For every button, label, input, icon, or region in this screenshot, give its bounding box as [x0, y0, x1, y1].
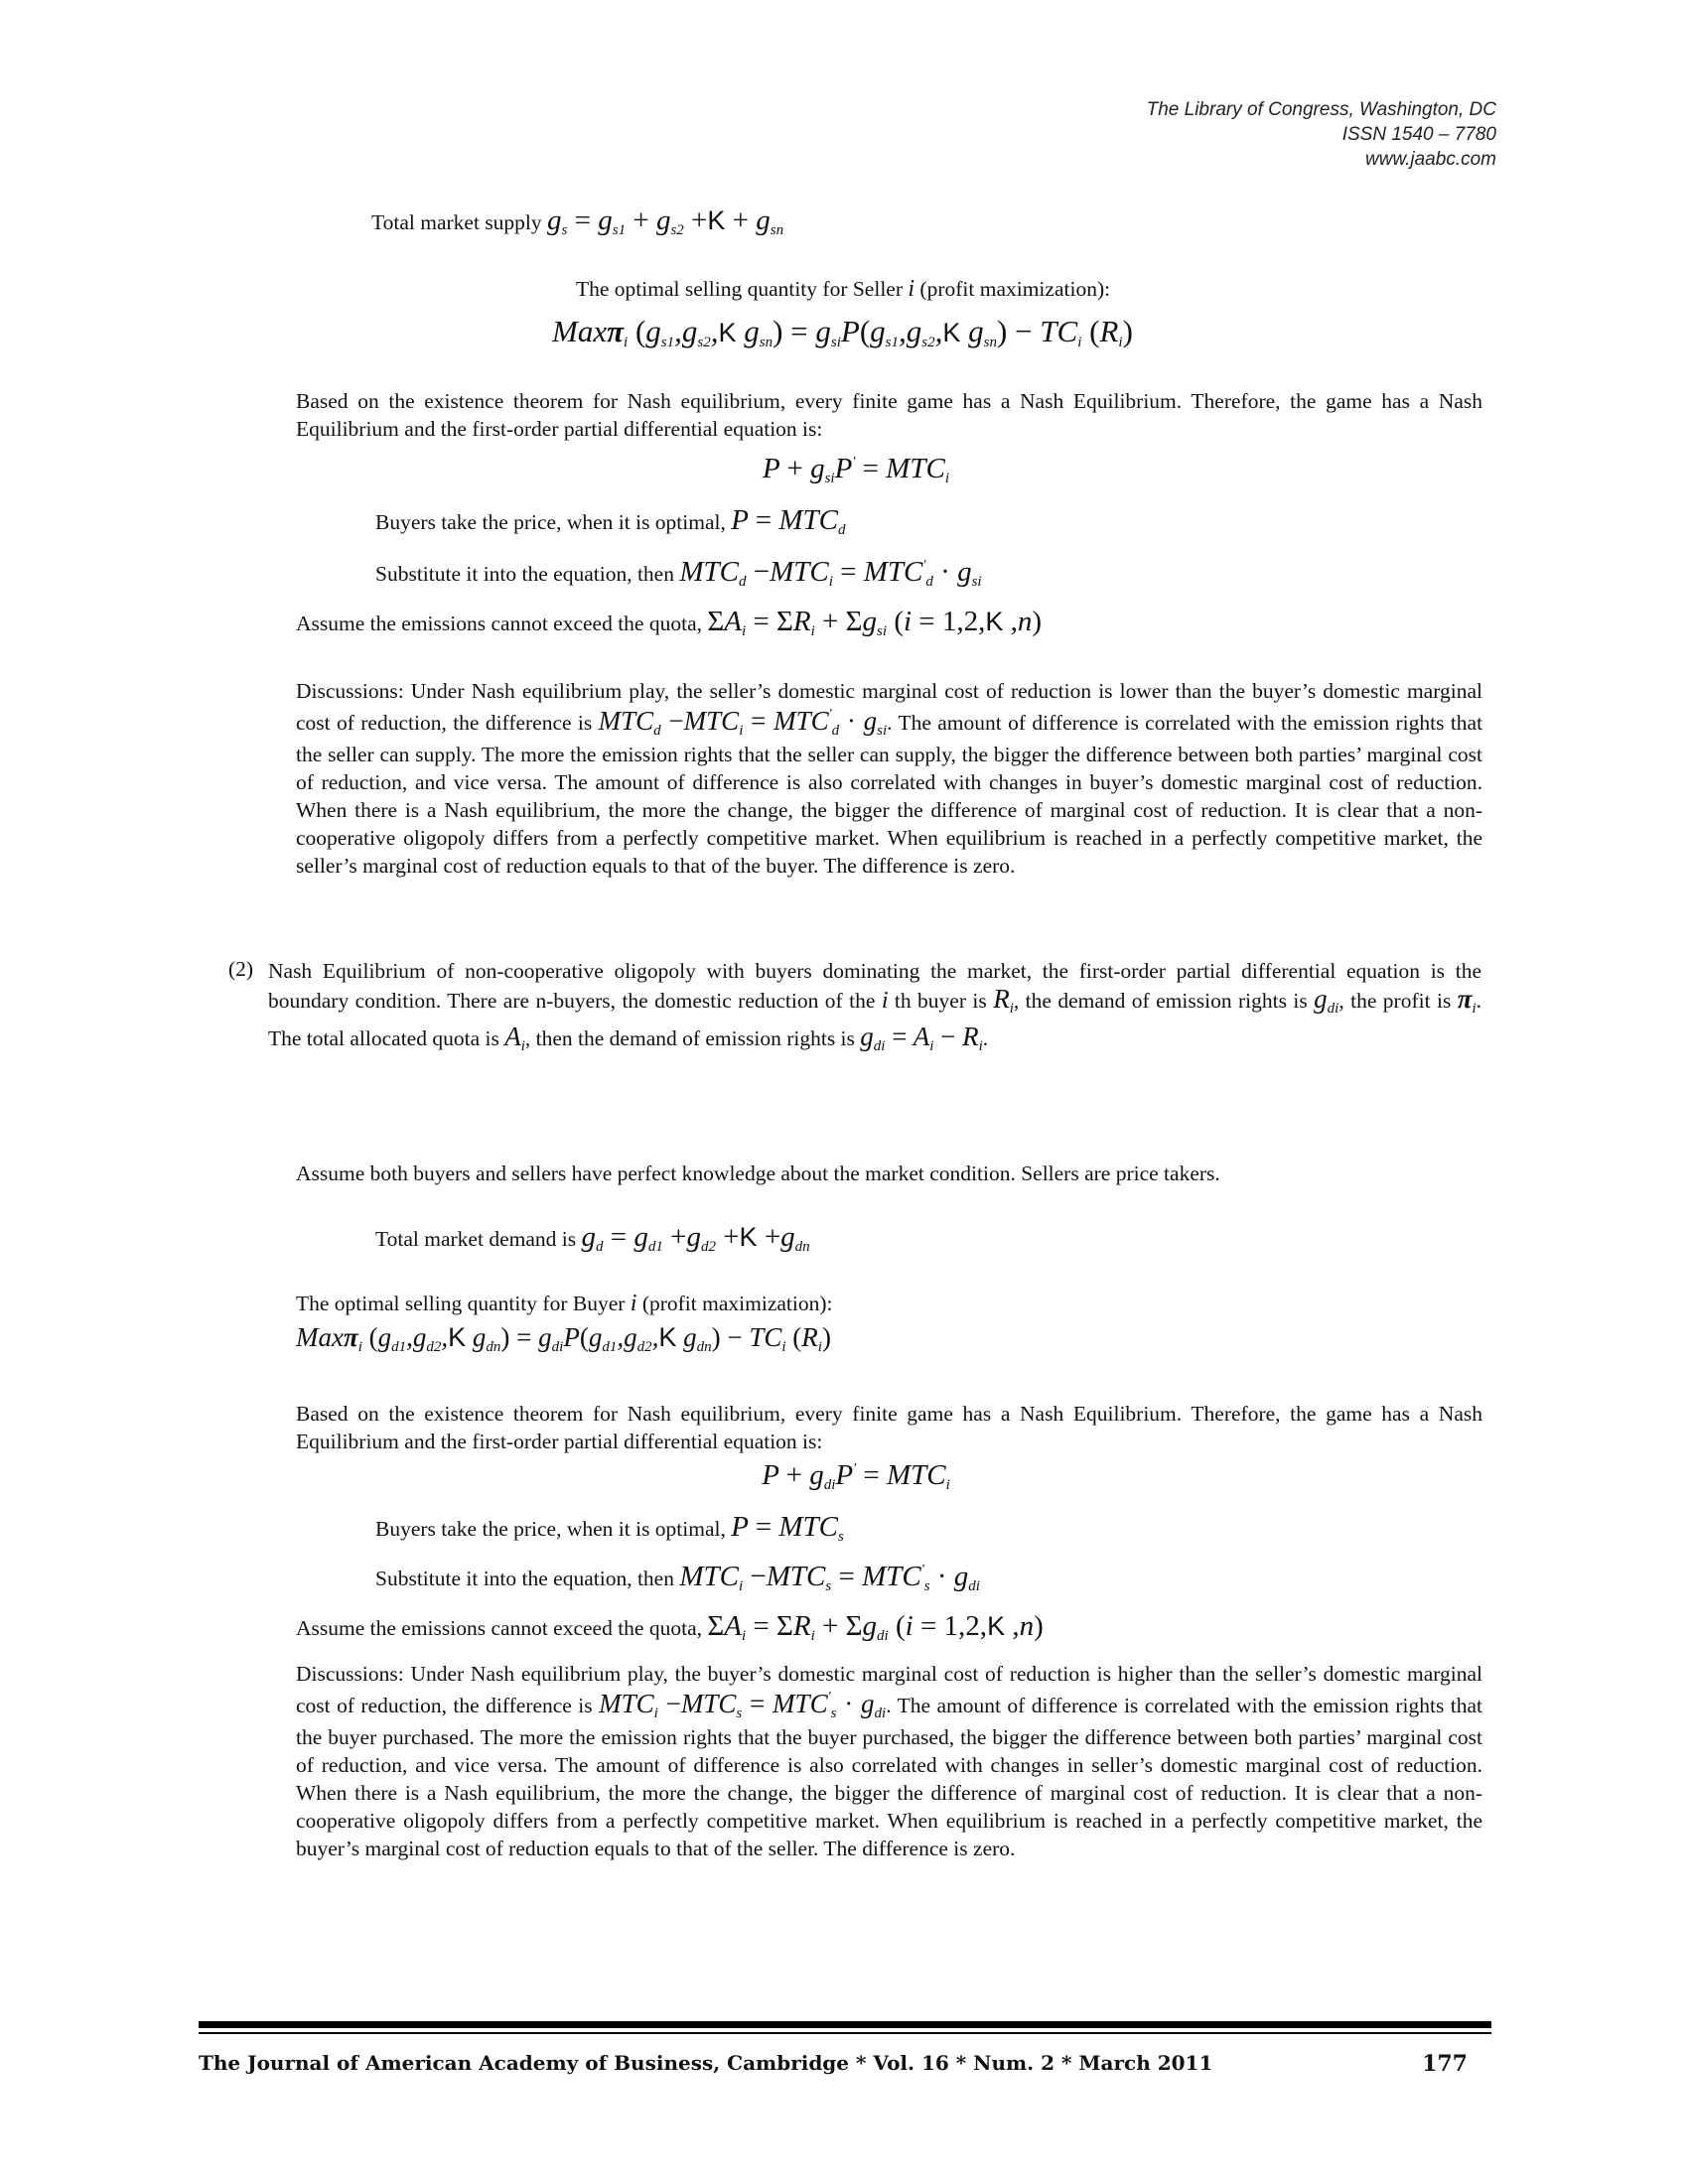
optimal-seller-label: The optimal selling quantity for Seller	[576, 277, 903, 301]
optimal-seller-suffix: (profit maximization):	[919, 277, 1111, 301]
quota-line-2	[296, 1610, 1044, 1645]
discussion-2-text-a: Discussions: Under Nash equilibrium play, the buyer’s domestic marginal cost of reduction is higher than the seller’s domestic marginal cost of reduction, the difference is	[296, 1662, 1482, 1717]
section-2-intro-d: , the profit is	[1338, 989, 1452, 1013]
footer-rule-thin	[199, 2032, 1491, 2034]
section-2-intro-e: . The total allocated quota is	[268, 989, 1482, 1050]
seller-max-profit-equation: Maxπ$_i$ ($g_{s1},g_{s2},K$ $g_{sn}) = g_{si}P(g_{s1},g_{s2},K$ $g_{sn}) - TC_i$ $(R_i)$	[552, 314, 1133, 350]
total-supply-equation: $g_s = g_{s1} + g_{s2} +K + g_{sn}$	[547, 205, 784, 238]
first-order-condition-buyer: $P + g_{di}P' = MTC_i$	[762, 1459, 950, 1493]
header-website: www.jaabc.com	[1365, 149, 1496, 170]
header-issn: ISSN 1540 – 7780	[1341, 124, 1496, 145]
total-supply-line	[371, 205, 783, 239]
optimal-buyer-label: The optimal selling quantity for Buyer	[296, 1292, 626, 1315]
total-demand-label: Total market demand is	[375, 1227, 577, 1251]
section-2-intro-c: , the demand of emission rights is	[1013, 989, 1308, 1013]
demand-equation: $g_{di} = A_i - R_i$	[860, 1022, 983, 1054]
total-supply-label: Total market supply	[371, 210, 542, 234]
knowledge-assumption: Assume both buyers and sellers have perfect knowledge about the market condition. Sellers are price takers.	[296, 1161, 1220, 1185]
buyers-price-line-2	[375, 1511, 844, 1546]
section-2-intro-b: th buyer is	[894, 989, 987, 1013]
nash-existence-paragraph-1: Based on the existence theorem for Nash equilibrium, every finite game has a Nash Equilibrium. Therefore, the game has a Nash Equilibrium and the first-order partial differential equation is:	[296, 389, 1482, 441]
var-pi: $\pi_i$	[1457, 984, 1477, 1017]
var-ai: $A_i$	[504, 1022, 525, 1054]
price-equals-mtcs: $P = MTC_s$	[731, 1511, 844, 1545]
quota-equation-1: $\Sigma A_i = \Sigma R_i + \Sigma g_{si}$ (i = 1,2,K ,n)	[707, 606, 1043, 639]
buyers-price-line-1	[375, 504, 845, 539]
quota-line-1	[296, 606, 1042, 640]
optimal-buyer-line	[296, 1291, 832, 1317]
discussion-2-text-b: . The amount of difference is correlated with the emission rights that the buyer purchased. The more the emission rights that the buyer purchased, the bigger the difference between both parties’ marginal cost of reduction, and vice versa. The amount of difference is also correlated with changes in seller’s domestic marginal cost of reduction. When there is a Nash equilibrium, the more the change, the bigger the difference of marginal cost of reduction. It is clear that a non-cooperative oligopoly differs from a perfectly competitive market. When equilibrium is reached in a perfectly competitive market, the buyer’s marginal cost of reduction equals to that of the seller. The difference is zero.	[296, 1694, 1482, 1860]
quota-label-1: Assume the emissions cannot exceed the quota,	[296, 612, 702, 635]
mtc-difference-inline-2: $MTC_i -MTC_s = MTC'_s \cdot g_{di}$	[599, 1689, 887, 1721]
buyer-max-profit-equation: Maxπ$_i$ ($g_{d1},g_{d2},K$ $g_{dn}) = g_{di}P(g_{d1},g_{d2},K$ $g_{dn}) - TC_i$ $(R_i)$	[296, 1322, 831, 1355]
discussion-paragraph-1	[296, 677, 1482, 880]
nash-existence-paragraph-2: Based on the existence theorem for Nash equilibrium, every finite game has a Nash Equilibrium. Therefore, the game has a Nash Equilibrium and the first-order partial differential equation is:	[296, 1402, 1482, 1453]
substitute-label-1: Substitute it into the equation, then	[375, 562, 674, 586]
var-gdi: $g_{di}$	[1314, 984, 1339, 1017]
discussion-paragraph-2	[296, 1660, 1482, 1862]
footer-journal: The Journal of American Academy of Business, Cambridge * Vol. 16 * Num. 2 * March 2011	[199, 2051, 1213, 2075]
substitute-label-2: Substitute it into the equation, then	[375, 1567, 674, 1590]
section-2-number: (2)	[228, 957, 254, 981]
mtc-difference-inline-1: $MTC_d -MTC_i = MTC'_d \cdot g_{si}$	[598, 706, 888, 739]
total-demand-line	[375, 1221, 810, 1256]
running-footer	[199, 2051, 1489, 2075]
section-2-intro-f: , then the demand of emission rights is	[524, 1026, 855, 1050]
var-i-3: i	[630, 1291, 637, 1316]
mtc-difference-equation-1: $MTC_d -MTC_i = MTC'_d \cdot g_{si}$	[679, 556, 982, 590]
first-order-condition-seller: $P + g_{si}P' = MTC_i$	[763, 453, 949, 486]
buyers-price-label-2: Buyers take the price, when it is optimal,	[375, 1517, 726, 1541]
total-demand-equation: $g_d = g_{d1} +g_{d2} +K +g_{dn}$	[581, 1221, 810, 1255]
discussion-1-text-b: . The amount of difference is correlated with the emission rights that the seller can supply. The more the emission rights that the seller can supply, the bigger the difference between both parties’ marginal cost of reduction, and vice versa. The amount of difference is also correlated with changes in buyer’s domestic marginal cost of reduction. When there is a Nash equilibrium, the more the change, the bigger the difference of marginal cost of reduction. It is clear that a non-cooperative oligopoly differs from a perfectly competitive market. When equilibrium is reached in a perfectly competitive market, the seller’s marginal cost of reduction equals to that of the buyer. The difference is zero.	[296, 711, 1483, 878]
substitute-line-1	[375, 556, 982, 591]
section-2-intro-a: Nash Equilibrium of non-cooperative oligopoly with buyers dominating the market, the first-order partial differential equation is the boundary condition. There are n-buyers, the domestic reduction of the	[268, 959, 1481, 1013]
page-number: 177	[1422, 2051, 1468, 2077]
var-i-2: i	[881, 988, 889, 1014]
var-i: i	[908, 276, 915, 302]
var-ri: $R_i$	[993, 984, 1014, 1017]
mtc-difference-equation-2: $MTC_i -MTC_s = MTC'_s \cdot g_{di}$	[679, 1561, 980, 1594]
discussion-1-text-a: Discussions: Under Nash equilibrium play, the seller’s domestic marginal cost of reduction is lower than the buyer’s domestic marginal cost of reduction, the difference is	[296, 679, 1482, 735]
price-equals-mtcd: $P = MTC_d$	[731, 504, 846, 538]
optimal-buyer-suffix: (profit maximization):	[641, 1292, 833, 1315]
footer-rule-thick	[199, 2021, 1491, 2028]
quota-equation-2: $\Sigma A_i = \Sigma R_i + \Sigma g_{di}$ (i = 1,2,K ,n)	[707, 1610, 1044, 1644]
quota-label-2: Assume the emissions cannot exceed the quota,	[296, 1616, 702, 1640]
header-library: The Library of Congress, Washington, DC	[1146, 99, 1496, 120]
substitute-line-2	[375, 1561, 980, 1595]
optimal-seller-line	[576, 276, 1110, 303]
section-2-intro: Nash Equilibrium of non-cooperative oligopoly with buyers dominating the market, the first-order partial differential equation is the boundary condition. There are n-buyers, the domestic reduction of the i th buyer is $R_i$, the demand of emission rights is $g_{di}$, the profit is $\pi_i$. The total allocated quota is $A_i$, then the demand of emission rights is $g_{di} = A_i - R_i$.	[268, 959, 1482, 1054]
running-header	[1147, 97, 1496, 172]
buyers-price-label-1: Buyers take the price, when it is optimal,	[375, 510, 726, 534]
